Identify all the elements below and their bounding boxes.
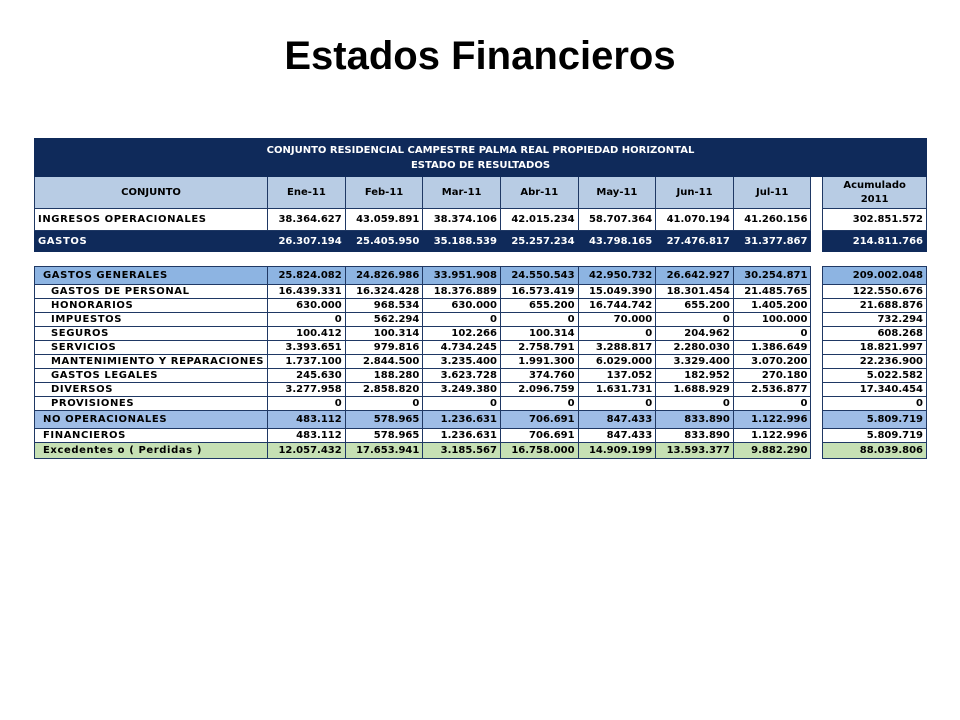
accumulated-value: 18.821.997 [823,341,927,355]
month-value: 0 [656,313,734,327]
column-gap [811,299,823,313]
month-value: 2.536.877 [733,383,811,397]
column-gap [811,397,823,411]
month-value: 13.593.377 [656,443,734,459]
month-value: 100.314 [500,327,578,341]
month-value: 18.376.889 [423,285,501,299]
month-value: 16.758.000 [500,443,578,459]
month-value: 706.691 [500,411,578,429]
row-label: MANTENIMIENTO Y REPARACIONES [35,355,268,369]
accumulated-value: 5.022.582 [823,369,927,383]
month-value: 3.070.200 [733,355,811,369]
row-label: PROVISIONES [35,397,268,411]
expense-detail-row [35,327,927,341]
page-title: Estados Financieros [284,34,676,78]
month-value: 483.112 [268,429,346,443]
month-value: 3.393.651 [268,341,346,355]
month-value: 1.122.996 [733,429,811,443]
month-value: 0 [500,397,578,411]
month-value: 1.688.929 [656,383,734,397]
column-gap [811,231,823,252]
month-value: 0 [656,397,734,411]
ingresos-row [35,209,927,231]
month-value: 100.314 [345,327,423,341]
month-value: 374.760 [500,369,578,383]
month-value: 25.405.950 [345,231,423,252]
month-value: 1.236.631 [423,429,501,443]
month-value: 33.951.908 [423,267,501,285]
column-gap [811,383,823,397]
row-label: GASTOS DE PERSONAL [35,285,268,299]
month-value: 2.758.791 [500,341,578,355]
accumulated-value: 608.268 [823,327,927,341]
month-value: 14.909.199 [578,443,656,459]
month-value: 70.000 [578,313,656,327]
column-header-row [35,177,927,209]
month-value: 847.433 [578,429,656,443]
accumulated-value: 21.688.876 [823,299,927,313]
report-name: ESTADO DE RESULTADOS [410,159,551,171]
month-value: 100.412 [268,327,346,341]
income-statement-table [34,138,927,459]
expense-detail-row [35,341,927,355]
expense-detail-row [35,313,927,327]
accumulated-value: 214.811.766 [823,231,927,252]
month-value: 58.707.364 [578,209,656,231]
month-value: 655.200 [500,299,578,313]
month-value: 0 [345,397,423,411]
month-value: 1.122.996 [733,411,811,429]
accumulated-value: 17.340.454 [823,383,927,397]
month-value: 0 [268,397,346,411]
column-gap [811,327,823,341]
acumulado-label: Acumulado [843,179,906,191]
expense-detail-row [35,383,927,397]
row-label: INGRESOS OPERACIONALES [35,209,268,231]
month-value: 100.000 [733,313,811,327]
row-label: GASTOS LEGALES [35,369,268,383]
accumulated-value: 88.039.806 [823,443,927,459]
month-value: 578.965 [345,429,423,443]
month-value: 17.653.941 [345,443,423,459]
month-value: 16.573.419 [500,285,578,299]
month-value: 25.257.234 [500,231,578,252]
month-value: 2.844.500 [345,355,423,369]
column-header-month: Jul-11 [733,177,811,209]
month-value: 0 [733,397,811,411]
month-value: 0 [423,313,501,327]
spacer-row [35,252,927,267]
month-value: 833.890 [656,411,734,429]
column-header-month: Mar-11 [423,177,501,209]
month-value: 1.386.649 [733,341,811,355]
month-value: 833.890 [656,429,734,443]
month-value: 270.180 [733,369,811,383]
row-label: SERVICIOS [35,341,268,355]
month-value: 3.277.958 [268,383,346,397]
month-value: 2.280.030 [656,341,734,355]
month-value: 3.329.400 [656,355,734,369]
month-value: 4.734.245 [423,341,501,355]
column-gap [811,369,823,383]
month-value: 1.991.300 [500,355,578,369]
row-label: SEGUROS [35,327,268,341]
month-value: 630.000 [268,299,346,313]
column-header-acumulado [823,177,927,209]
expense-detail-row [35,299,927,313]
financieros-row [35,429,927,443]
month-value: 204.962 [656,327,734,341]
column-header-month: Feb-11 [345,177,423,209]
accumulated-value: 0 [823,397,927,411]
month-value: 38.374.106 [423,209,501,231]
company-name: CONJUNTO RESIDENCIAL CAMPESTRE PALMA REAL PROPIEDAD HORIZONTAL [266,144,695,156]
month-value: 35.188.539 [423,231,501,252]
month-value: 2.096.759 [500,383,578,397]
month-value: 12.057.432 [268,443,346,459]
month-value: 41.260.156 [733,209,811,231]
column-gap [811,341,823,355]
income-statement [34,138,927,459]
accumulated-value: 302.851.572 [823,209,927,231]
column-header-conjunto: CONJUNTO [35,177,268,209]
accumulated-value: 732.294 [823,313,927,327]
column-gap [811,429,823,443]
month-value: 27.476.817 [656,231,734,252]
gastos-row [35,231,927,252]
row-label: Excedentes o ( Perdidas ) [35,443,268,459]
month-value: 6.029.000 [578,355,656,369]
no-operacionales-row [35,411,927,429]
month-value: 706.691 [500,429,578,443]
month-value: 21.485.765 [733,285,811,299]
month-value: 0 [500,313,578,327]
month-value: 1.631.731 [578,383,656,397]
accumulated-value: 22.236.900 [823,355,927,369]
accumulated-value: 5.809.719 [823,411,927,429]
month-value: 3.249.380 [423,383,501,397]
month-value: 630.000 [423,299,501,313]
gastos-generales-row [35,267,927,285]
month-value: 31.377.867 [733,231,811,252]
table-title-row [35,139,927,177]
month-value: 562.294 [345,313,423,327]
accumulated-value: 122.550.676 [823,285,927,299]
row-label: DIVERSOS [35,383,268,397]
month-value: 102.266 [423,327,501,341]
expense-detail-row [35,369,927,383]
month-value: 43.798.165 [578,231,656,252]
month-value: 1.737.100 [268,355,346,369]
month-value: 2.858.820 [345,383,423,397]
month-value: 3.235.400 [423,355,501,369]
column-gap [811,267,823,285]
expense-detail-row [35,285,927,299]
month-value: 968.534 [345,299,423,313]
table-title [35,139,927,177]
month-value: 9.882.290 [733,443,811,459]
month-value: 0 [578,397,656,411]
month-value: 979.816 [345,341,423,355]
column-header-month: Jun-11 [656,177,734,209]
month-value: 15.049.390 [578,285,656,299]
month-value: 0 [423,397,501,411]
expense-detail-row [35,355,927,369]
month-value: 3.185.567 [423,443,501,459]
month-value: 30.254.871 [733,267,811,285]
month-value: 16.744.742 [578,299,656,313]
month-value: 0 [733,327,811,341]
month-value: 578.965 [345,411,423,429]
month-value: 0 [268,313,346,327]
month-value: 245.630 [268,369,346,383]
month-value: 3.288.817 [578,341,656,355]
row-label: IMPUESTOS [35,313,268,327]
month-value: 42.950.732 [578,267,656,285]
month-value: 25.824.082 [268,267,346,285]
spacer-cell [35,252,927,267]
accumulated-value: 209.002.048 [823,267,927,285]
excedentes-row [35,443,927,459]
row-label: HONORARIOS [35,299,268,313]
row-label: GASTOS GENERALES [35,267,268,285]
column-gap [811,443,823,459]
month-value: 43.059.891 [345,209,423,231]
month-value: 16.439.331 [268,285,346,299]
month-value: 0 [578,327,656,341]
month-value: 3.623.728 [423,369,501,383]
month-value: 42.015.234 [500,209,578,231]
month-value: 188.280 [345,369,423,383]
month-value: 38.364.627 [268,209,346,231]
month-value: 24.550.543 [500,267,578,285]
expense-detail-row [35,397,927,411]
month-value: 655.200 [656,299,734,313]
row-label: GASTOS [35,231,268,252]
month-value: 41.070.194 [656,209,734,231]
month-value: 1.405.200 [733,299,811,313]
month-value: 26.307.194 [268,231,346,252]
month-value: 18.301.454 [656,285,734,299]
row-label: NO OPERACIONALES [35,411,268,429]
column-gap [811,411,823,429]
column-gap [811,285,823,299]
month-value: 483.112 [268,411,346,429]
column-header-month: Ene-11 [268,177,346,209]
acumulado-year: 2011 [860,193,889,205]
month-value: 847.433 [578,411,656,429]
column-header-month: Abr-11 [500,177,578,209]
month-value: 24.826.986 [345,267,423,285]
row-label: FINANCIEROS [35,429,268,443]
column-gap [811,177,823,209]
month-value: 26.642.927 [656,267,734,285]
month-value: 182.952 [656,369,734,383]
column-gap [811,313,823,327]
column-gap [811,209,823,231]
column-gap [811,355,823,369]
column-header-month: May-11 [578,177,656,209]
month-value: 137.052 [578,369,656,383]
month-value: 16.324.428 [345,285,423,299]
month-value: 1.236.631 [423,411,501,429]
accumulated-value: 5.809.719 [823,429,927,443]
